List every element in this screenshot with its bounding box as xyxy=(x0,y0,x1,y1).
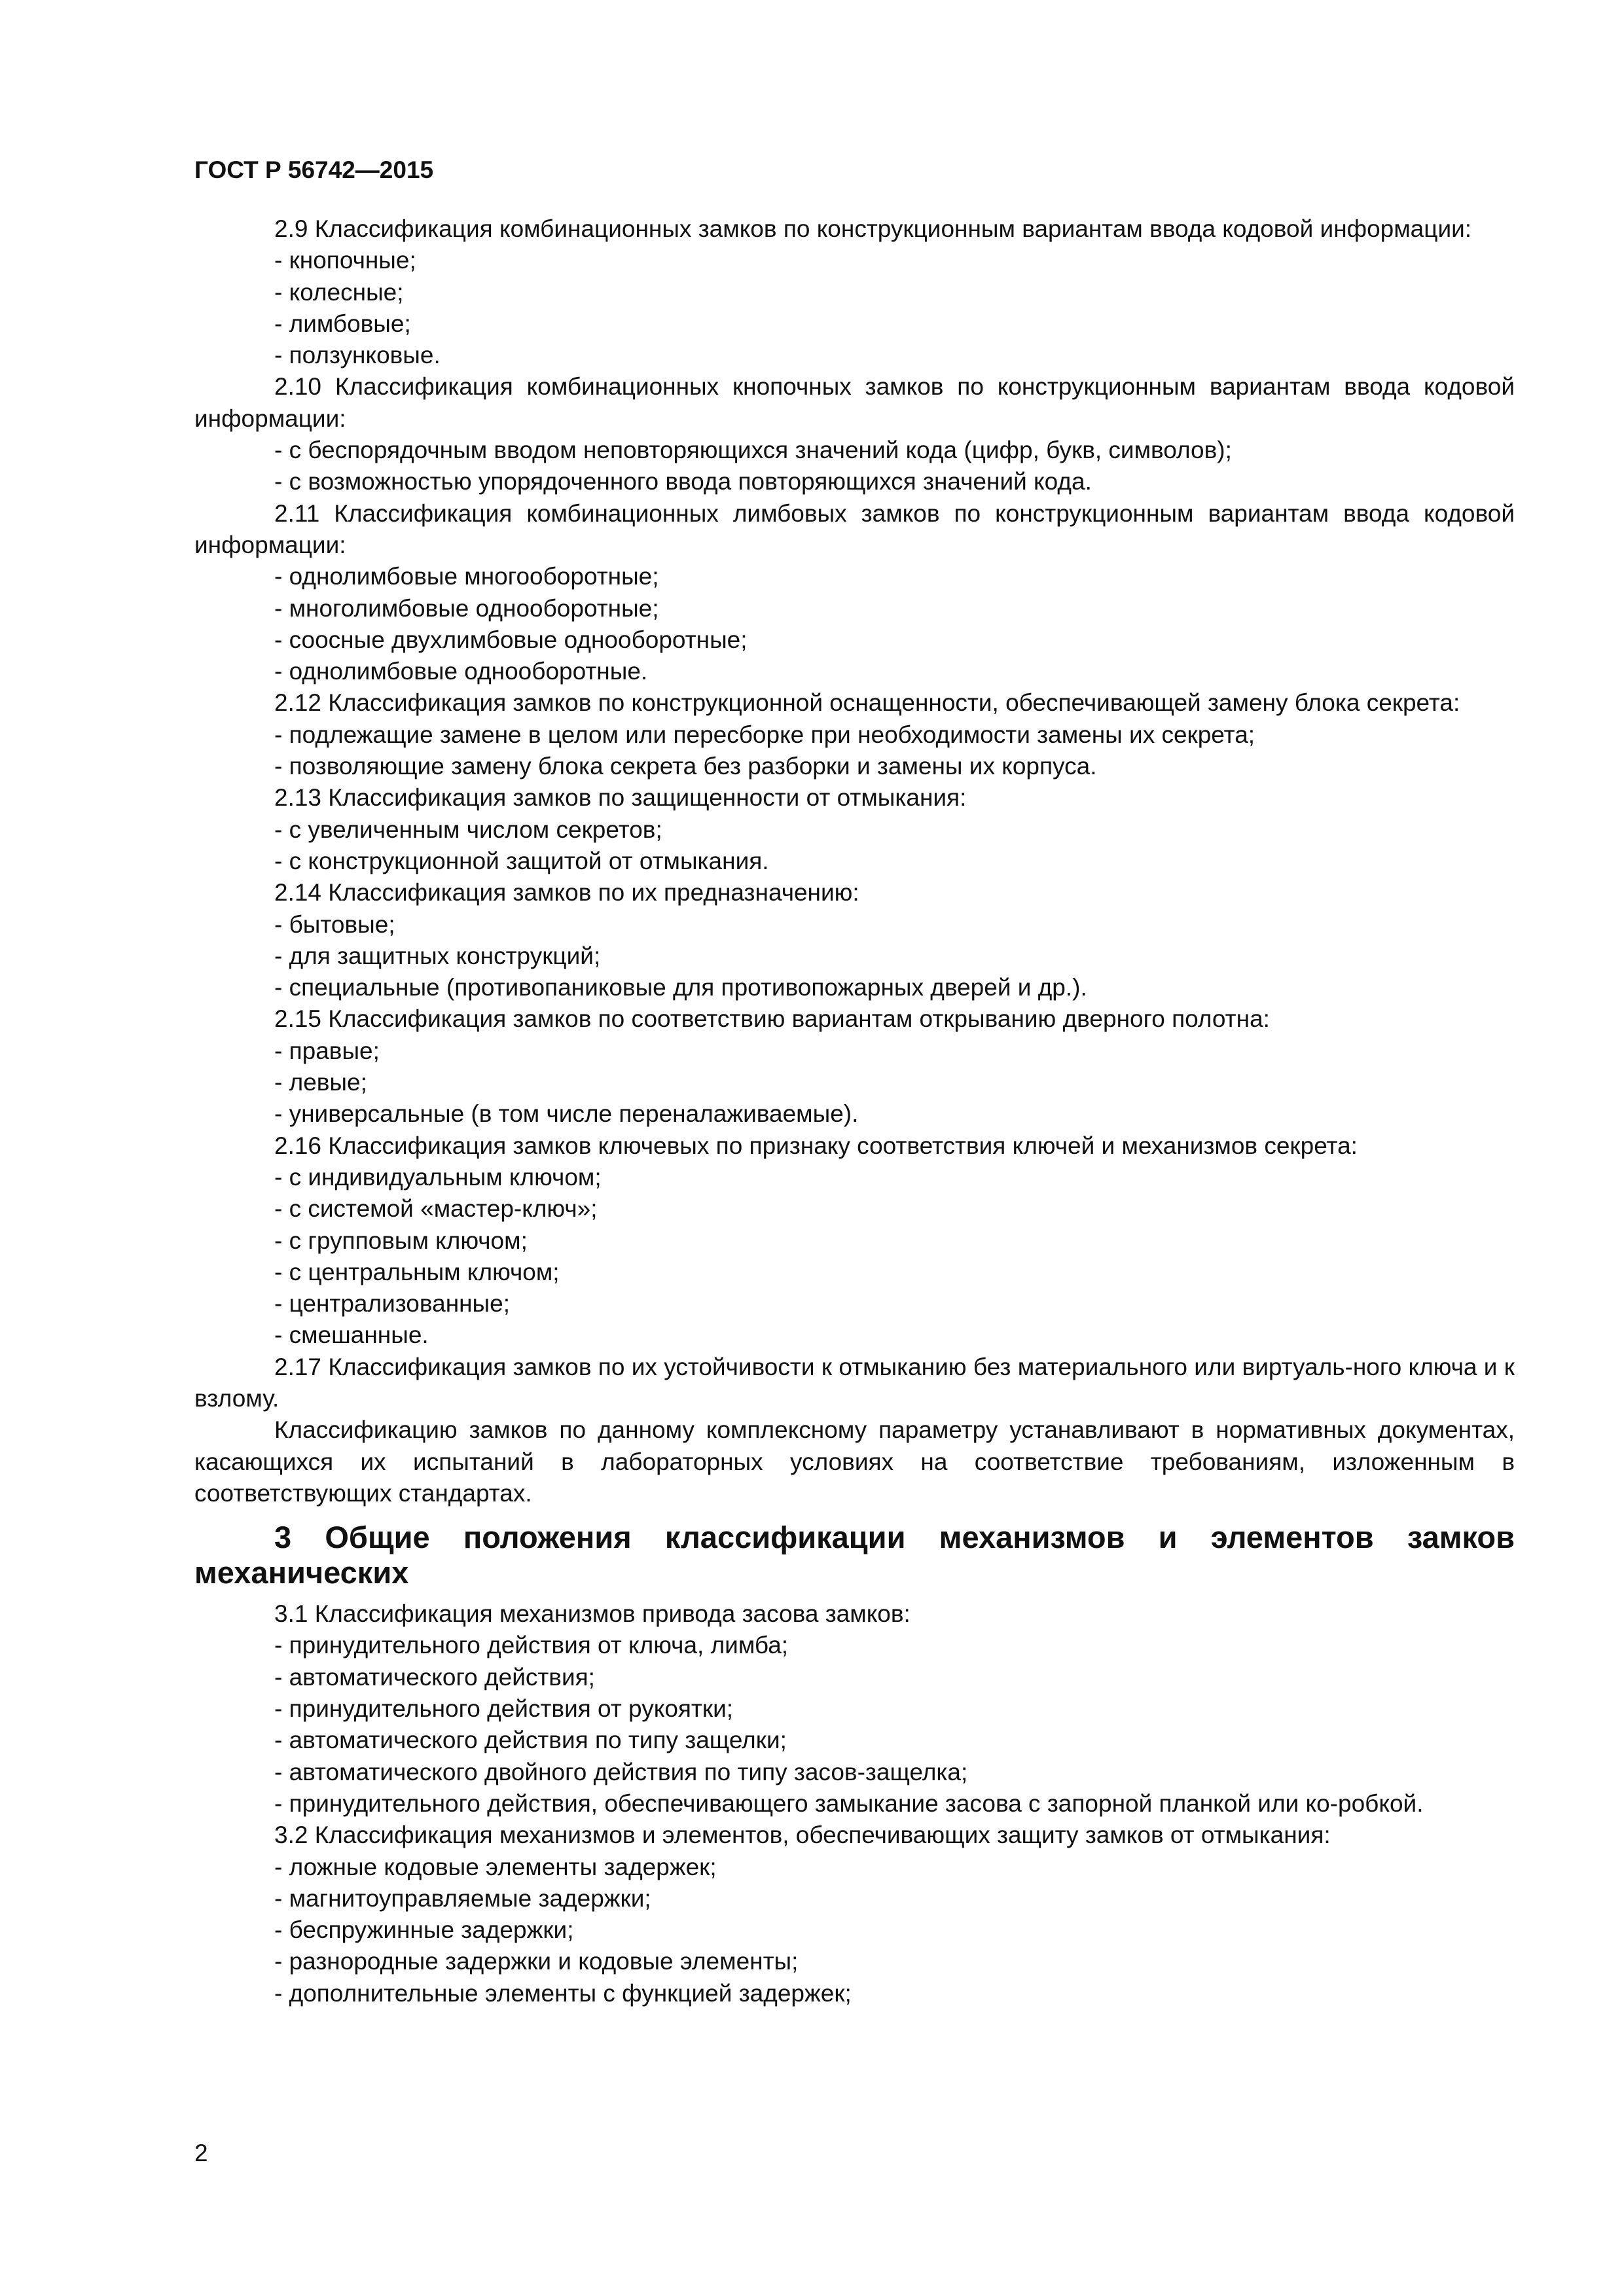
list-item: - колесные; xyxy=(274,278,404,306)
list-item: - дополнительные элементы с функцией задержек; xyxy=(274,1979,852,2007)
clause-2-17-note: Классификацию замков по данному комплексному параметру устанавливают в нормативных документах, касающихся их испытаний в лабораторных условиях на соответствие требованиям, изложенным в соответствующих стандартах. xyxy=(194,1416,1515,1507)
list-item: - кнопочные; xyxy=(274,247,416,274)
list-item: - беспружинные задержки; xyxy=(274,1916,574,1944)
clause-2-12: 2.12 Классификация замков по конструкционной оснащенности, обеспечивающей замену блока секрета: xyxy=(274,689,1460,717)
clause-3-2: 3.2 Классификация механизмов и элементов, обеспечивающих защиту замков от отмыкания: xyxy=(274,1821,1331,1849)
list-item: - с системой «мастер-ключ»; xyxy=(274,1195,598,1223)
clause-2-17: 2.17 Классификация замков по их устойчивости к отмыканию без материального или виртуаль-ного ключа и к взлому. xyxy=(194,1353,1515,1412)
list-item: - позволяющие замену блока секрета без разборки и замены их корпуса. xyxy=(274,753,1097,780)
list-item: - разнородные задержки и кодовые элементы; xyxy=(274,1948,799,1975)
list-item: - с конструкционной защитой от отмыкания. xyxy=(274,847,769,874)
clause-2-13: 2.13 Классификация замков по защищенности от отмыкания: xyxy=(274,784,967,812)
list-item: - однолимбовые однооборотные. xyxy=(274,658,648,685)
clause-3-1: 3.1 Классификация механизмов привода засова замков: xyxy=(274,1600,911,1628)
document-body xyxy=(194,213,1515,2009)
list-item: - многолимбовые однооборотные; xyxy=(274,594,659,622)
page-number: 2 xyxy=(194,2140,208,2166)
clause-2-11: 2.11 Классификация комбинационных лимбовых замков по конструкционным вариантам ввода кодовой информации: xyxy=(194,499,1515,558)
list-item: - принудительного действия от рукоятки; xyxy=(274,1695,734,1723)
list-item: - подлежащие замене в целом или пересборке при необходимости замены их секрета; xyxy=(274,721,1255,748)
list-item: - правые; xyxy=(274,1037,380,1064)
clause-2-14: 2.14 Классификация замков по их предназначению: xyxy=(274,879,859,906)
list-item: - с беспорядочным вводом неповторяющихся значений кода (цифр, букв, символов); xyxy=(274,437,1232,464)
list-item: - с центральным ключом; xyxy=(274,1258,560,1285)
list-item: - принудительного действия, обеспечивающего замыкание засова с запорной планкой или ко-робкой. xyxy=(274,1789,1424,1817)
list-item: - автоматического двойного действия по типу засов-защелка; xyxy=(274,1758,968,1785)
list-item: - ложные кодовые элементы задержек; xyxy=(274,1853,717,1880)
section-3-heading: 3 Общие положения классификации механизмов и элементов замков механических xyxy=(194,1520,1515,1590)
clause-2-10: 2.10 Классификация комбинационных кнопочных замков по конструкционным вариантам ввода кодовой информации: xyxy=(194,373,1515,432)
clause-2-9: 2.9 Классификация комбинационных замков по конструкционным вариантам ввода кодовой информации: xyxy=(274,215,1472,242)
clause-2-16: 2.16 Классификация замков ключевых по признаку соответствия ключей и механизмов секрета: xyxy=(274,1132,1358,1159)
list-item: - левые; xyxy=(274,1069,367,1096)
list-item: - однолимбовые многооборотные; xyxy=(274,563,659,590)
list-item: - лимбовые; xyxy=(274,310,411,337)
list-item: - с увеличенным числом секретов; xyxy=(274,816,662,843)
clause-2-15: 2.15 Классификация замков по соответствию вариантам открыванию дверного полотна: xyxy=(274,1005,1270,1033)
list-item: - с групповым ключом; xyxy=(274,1227,528,1254)
list-item: - автоматического действия; xyxy=(274,1663,595,1691)
list-item: - принудительного действия от ключа, лимба; xyxy=(274,1632,789,1659)
list-item: - соосные двухлимбовые однооборотные; xyxy=(274,626,748,653)
list-item: - для защитных конструкций; xyxy=(274,942,601,969)
list-item: - магнитоуправляемые задержки; xyxy=(274,1884,651,1912)
list-item: - бытовые; xyxy=(274,910,395,938)
list-item: - с индивидуальным ключом; xyxy=(274,1163,602,1191)
list-item: - автоматического действия по типу защелки; xyxy=(274,1727,787,1754)
list-item: - специальные (противопаниковые для противопожарных дверей и др.). xyxy=(274,974,1087,1001)
list-item: - с возможностью упорядоченного ввода повторяющихся значений кода. xyxy=(274,468,1092,495)
list-item: - централизованные; xyxy=(274,1290,511,1318)
document-header: ГОСТ Р 56742—2015 xyxy=(194,156,434,183)
list-item: - универсальные (в том числе переналаживаемые). xyxy=(274,1100,859,1128)
list-item: - ползунковые. xyxy=(274,342,441,369)
list-item: - смешанные. xyxy=(274,1321,429,1349)
